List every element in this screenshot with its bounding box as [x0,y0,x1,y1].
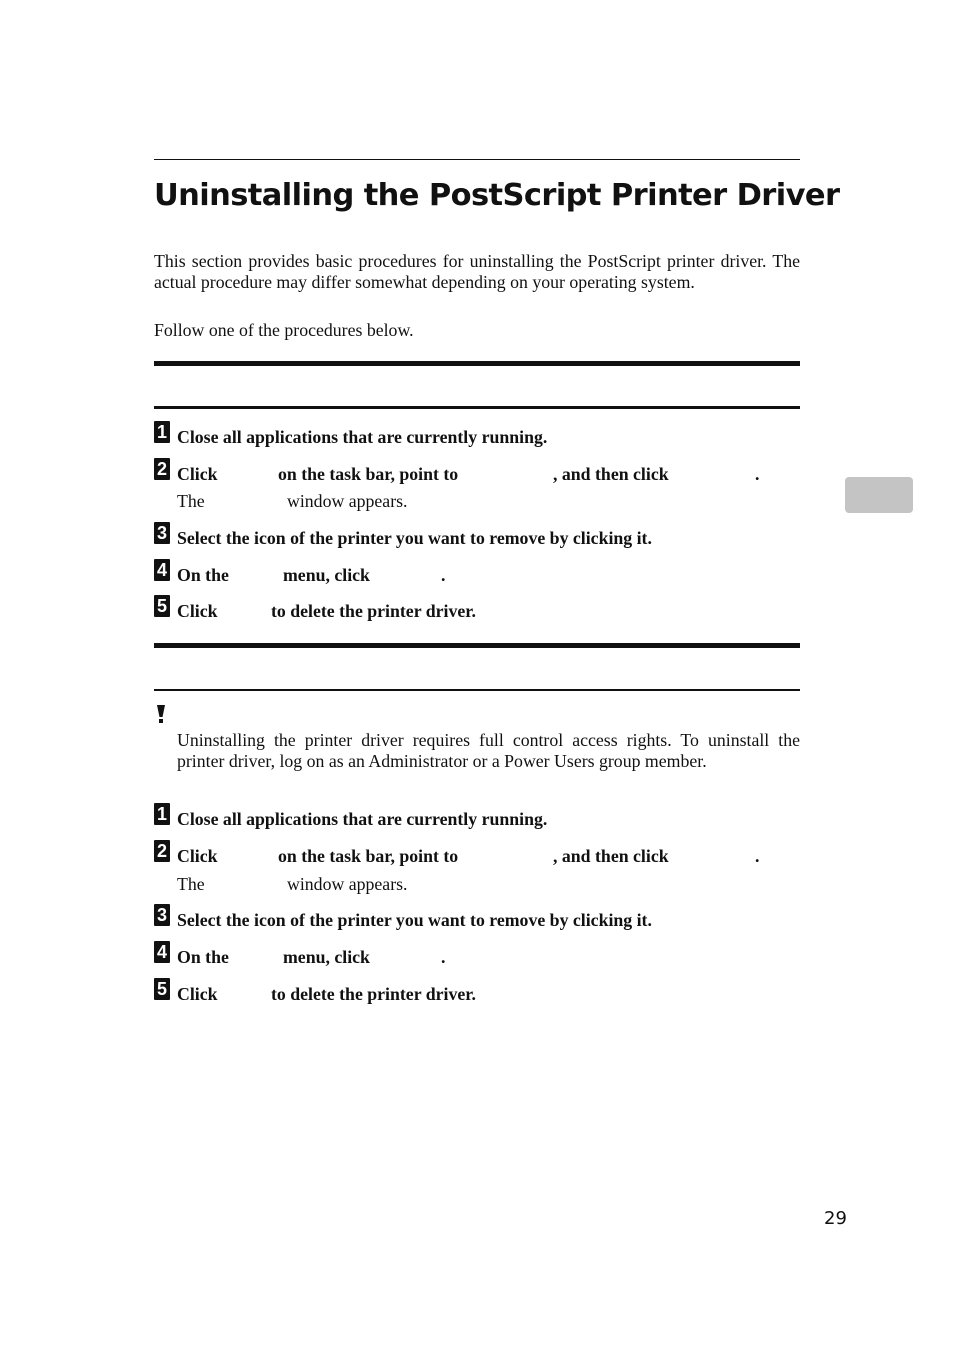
step-text: . [441,565,446,585]
step-text: On the [177,947,229,967]
step-text: Close all applications that are currently running. [177,809,548,829]
step-number-badge: 2 [154,840,170,862]
section2-subheading-rule [154,689,800,691]
step-text: , and then click [553,846,669,866]
step-number-badge: 3 [154,904,170,926]
step-text: Close all applications that are currently running. [177,427,548,447]
step-text: Click [177,984,218,1004]
step-number-badge: 5 [154,978,170,1000]
page-number: 29 [824,1208,847,1229]
step-number-badge: 5 [154,595,170,617]
section2-heading-rule [154,643,800,648]
important-icon [154,703,168,725]
step-number-badge: 3 [154,522,170,544]
step-text: Click [177,846,218,866]
step-number-badge: 4 [154,559,170,581]
step-result-text: The [177,491,205,511]
step-number-badge: 4 [154,941,170,963]
step-number-badge: 1 [154,421,170,443]
section1-heading-rule [154,361,800,366]
step-result-text: window appears. [287,491,408,511]
step-number-badge: 2 [154,458,170,480]
step-text: . [755,846,760,866]
important-note: Uninstalling the printer driver requires full control access rights. To uninstall the printer driver, log on as an Administrator or a Power Users group member. [177,730,800,771]
step-text: menu, click [283,947,370,967]
follow-text: Follow one of the procedures below. [154,320,414,340]
step-text: . [441,947,446,967]
chapter-tab [845,477,913,513]
section1-subheading-rule [154,406,800,409]
step-text: to delete the printer driver. [271,601,476,621]
step-text: on the task bar, point to [278,464,459,484]
intro-paragraph: This section provides basic procedures for uninstalling the PostScript printer driver. The actual procedure may differ somewhat depending on your operating system. [154,251,800,292]
step-text: on the task bar, point to [278,846,459,866]
step-text: Click [177,464,218,484]
step-text: to delete the printer driver. [271,984,476,1004]
top-rule [154,159,800,160]
step-text: , and then click [553,464,669,484]
step-result-text: window appears. [287,874,408,894]
step-text: Select the icon of the printer you want to remove by clicking it. [177,528,652,548]
step-text: menu, click [283,565,370,585]
step-number-badge: 1 [154,803,170,825]
step-text: On the [177,565,229,585]
step-result-text: The [177,874,205,894]
step-text: . [755,464,760,484]
step-text: Select the icon of the printer you want to remove by clicking it. [177,910,652,930]
step-text: Click [177,601,218,621]
page-title: Uninstalling the PostScript Printer Driver [154,178,840,213]
